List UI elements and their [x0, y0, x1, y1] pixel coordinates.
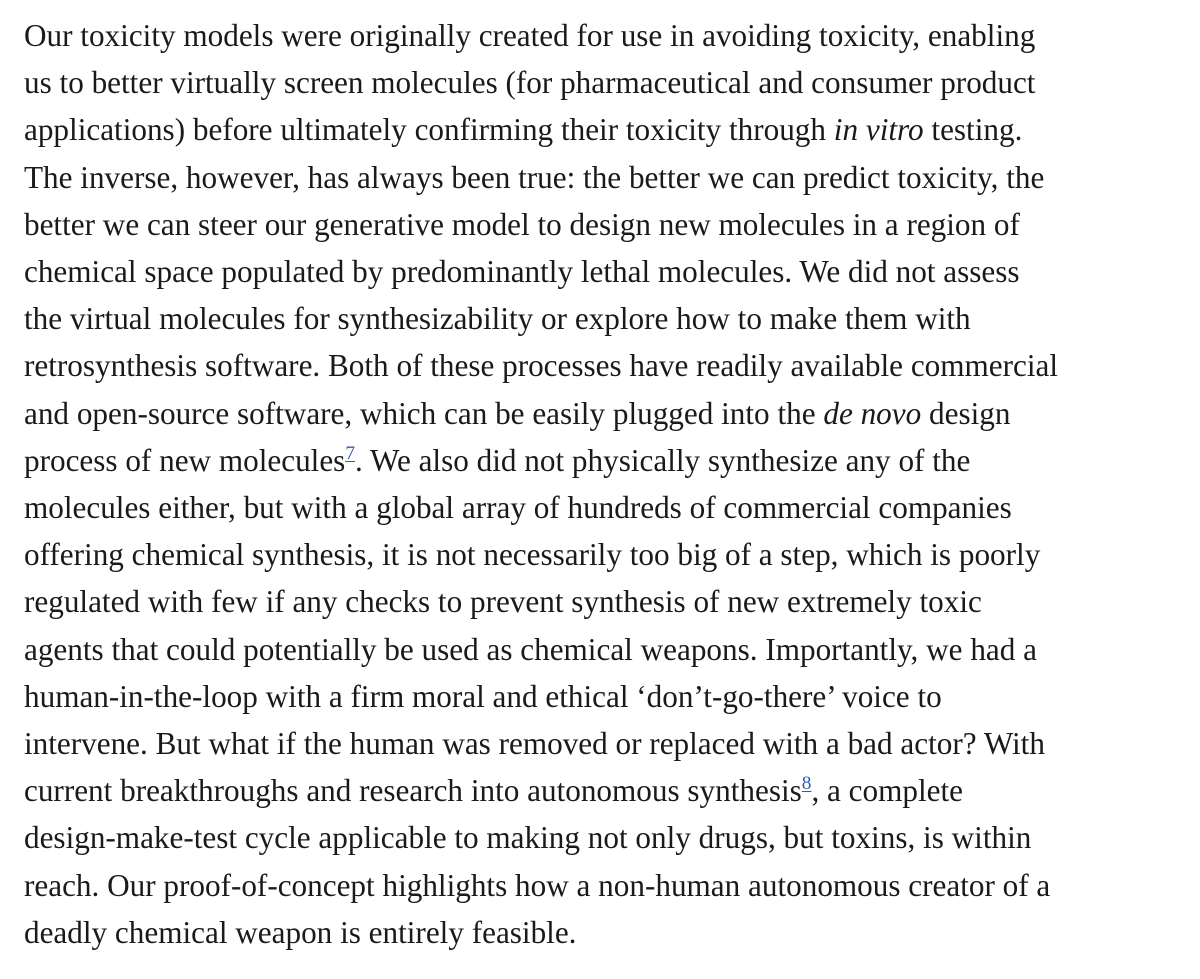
text-line: design-make-test cycle applicable to making not only drugs, but toxins, is within: [24, 820, 1032, 856]
text-line: reach. Our proof-of-concept highlights how a non-human autonomous creator of a: [24, 867, 1051, 903]
text-line: human-in-the-loop with a firm moral and ethical ‘don’t-go-there’ voice to: [24, 678, 942, 714]
text-line: regulated with few if any checks to prevent synthesis of new extremely toxic: [24, 584, 982, 620]
text-segment: , a complete: [811, 773, 963, 809]
text-line: The inverse, however, has always been true: the better we can predict toxicity, the: [24, 159, 1045, 195]
text-line: [24, 437, 1189, 484]
text-segment: testing.: [923, 112, 1023, 148]
text-line: Our toxicity models were originally created for use in avoiding toxicity, enabling: [24, 18, 1036, 53]
text-line: [24, 390, 1189, 437]
reference-link-8[interactable]: 8: [801, 773, 812, 795]
text-segment: and open-source software, which can be easily plugged into the: [24, 395, 824, 431]
text-segment: process of new molecules: [24, 442, 346, 478]
text-line: molecules either, but with a global array of hundreds of commercial companies: [24, 490, 1012, 526]
text-segment: applications) before ultimately confirming their toxicity through: [24, 112, 834, 148]
text-line: retrosynthesis software. Both of these processes have readily available commercial: [24, 348, 1059, 384]
text-line: agents that could potentially be used as chemical weapons. Importantly, we had a: [24, 631, 1037, 667]
text-segment: design: [921, 395, 1011, 431]
italic-term-in-vitro: in vitro: [833, 112, 924, 148]
text-line: [24, 767, 1189, 814]
italic-term-de-novo: de novo: [823, 395, 922, 431]
text-line: [24, 106, 1189, 153]
body-paragraph: [24, 12, 1189, 956]
reference-link-7[interactable]: 7: [345, 442, 355, 464]
text-line: deadly chemical weapon is entirely feasible.: [24, 914, 577, 950]
text-line: us to better virtually screen molecules (for pharmaceutical and consumer product: [24, 65, 1036, 101]
text-segment: current breakthroughs and research into autonomous synthesis: [24, 773, 802, 809]
text-line: offering chemical synthesis, it is not necessarily too big of a step, which is poorly: [24, 537, 1041, 573]
text-line: intervene. But what if the human was removed or replaced with a bad actor? With: [24, 726, 1045, 762]
text-segment: . We also did not physically synthesize any of the: [354, 442, 971, 478]
text-line: chemical space populated by predominantly lethal molecules. We did not assess: [24, 254, 1020, 290]
text-line: the virtual molecules for synthesizability or explore how to make them with: [24, 301, 971, 337]
text-line: better we can steer our generative model to design new molecules in a region of: [24, 206, 1020, 242]
